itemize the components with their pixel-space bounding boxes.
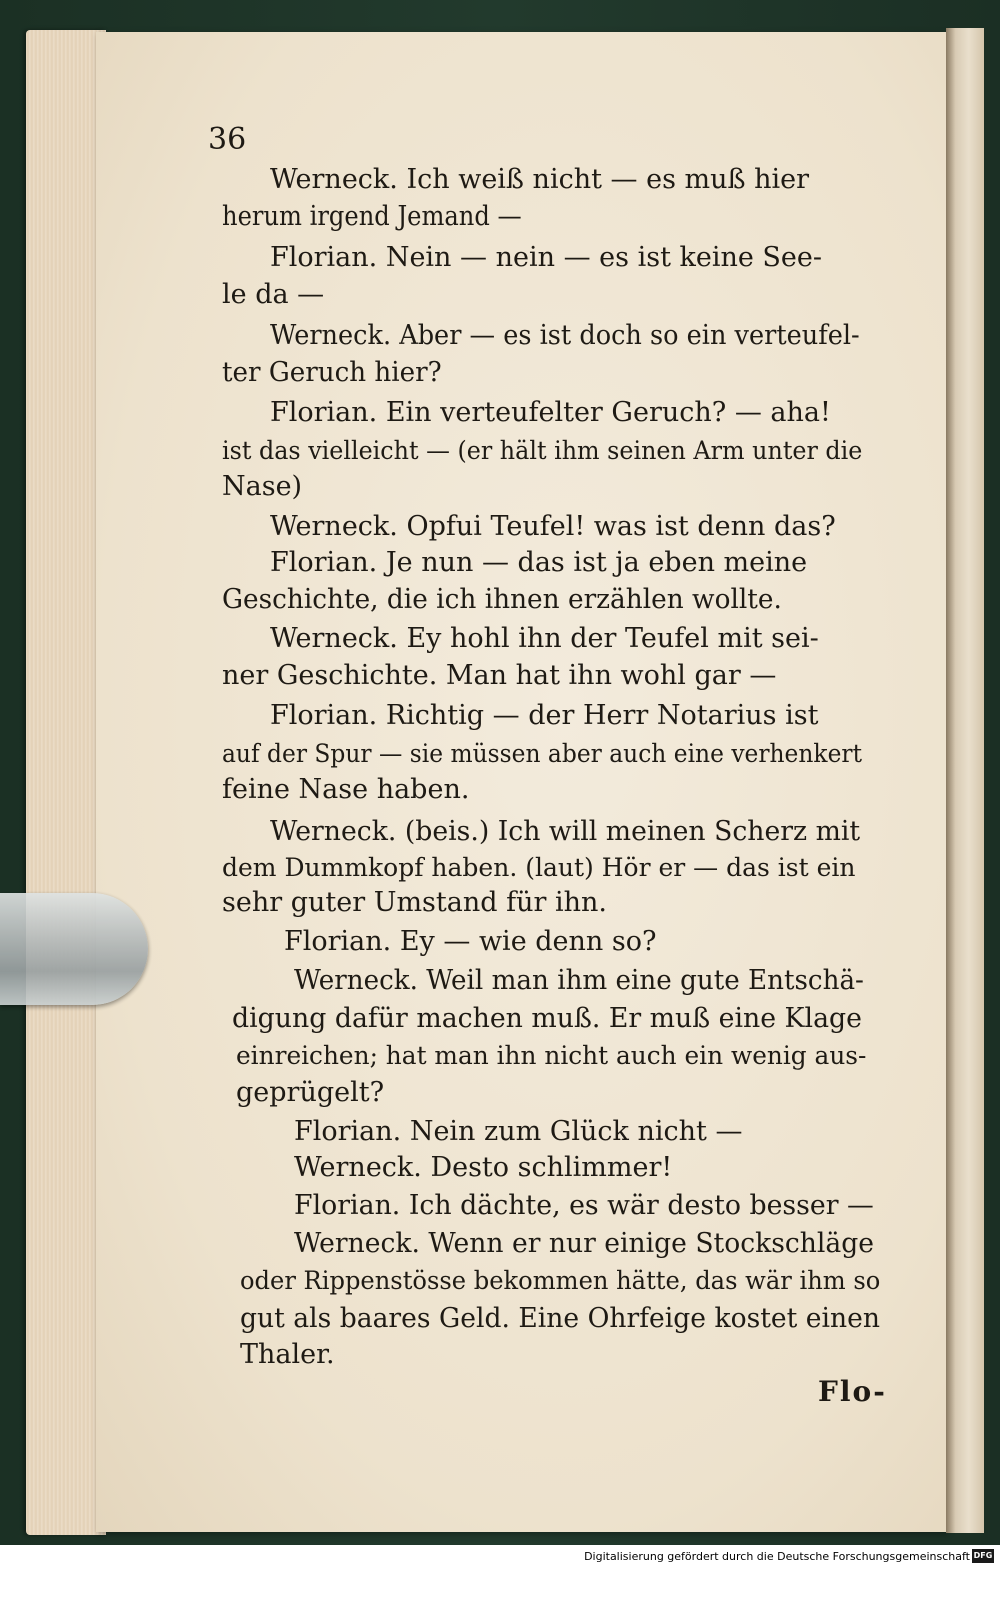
text-line: einreichen; hat man ihn nicht auch ein wenig aus- <box>236 1041 867 1070</box>
text-line: Florian. Richtig — der Herr Notarius ist <box>270 700 819 731</box>
text-line: Florian. Je nun — das ist ja eben meine <box>270 547 808 578</box>
funding-credit: Digitalisierung gefördert durch die Deutsche Forschungsgemeinschaft <box>584 1550 970 1563</box>
text-line: le da — <box>222 279 325 310</box>
page-holder-clamp <box>0 893 148 1005</box>
text-line: Werneck. Ich weiß nicht — es muß hier <box>270 164 810 195</box>
text-line: geprügelt? <box>236 1077 385 1108</box>
page-edges <box>26 30 106 1535</box>
text-line: Werneck. Weil man ihm eine gute Entschä- <box>294 965 864 996</box>
text-line: digung dafür machen muß. Er muß eine Klage <box>232 1003 862 1034</box>
text-line: Werneck. (beis.) Ich will meinen Scherz mit <box>270 816 861 847</box>
text-line: dem Dummkopf haben. (laut) Hör er — das ist ein <box>222 853 856 882</box>
text-line: ner Geschichte. Man hat ihn wohl gar — <box>222 660 777 691</box>
facing-page-edge <box>946 28 984 1533</box>
text-line: Florian. Ey — wie denn so? <box>284 926 657 957</box>
text-line: gut als baares Geld. Eine Ohrfeige kostet einen <box>240 1303 880 1334</box>
text-line: Geschichte, die ich ihnen erzählen wollte. <box>222 584 782 615</box>
text-line: auf der Spur — sie müssen aber auch eine verhenkert <box>222 739 862 768</box>
page-number: 36 <box>208 122 247 157</box>
text-line: Werneck. Desto schlimmer! <box>294 1152 673 1183</box>
text-line: Florian. Nein — nein — es ist keine See- <box>270 242 823 273</box>
text-line: Werneck. Wenn er nur einige Stockschläge <box>294 1228 875 1259</box>
text-line: Werneck. Aber — es ist doch so ein verteufel- <box>270 320 860 351</box>
text-line: ter Geruch hier? <box>222 357 442 388</box>
text-line: herum irgend Jemand — <box>222 201 522 232</box>
text-line: Florian. Ein verteufelter Geruch? — aha! <box>270 397 831 428</box>
text-line: Thaler. <box>240 1339 335 1370</box>
text-line: Florian. Nein zum Glück nicht — <box>294 1116 743 1147</box>
text-line: Florian. Ich dächte, es wär desto besser — <box>294 1190 874 1221</box>
text-line: sehr guter Umstand für ihn. <box>222 887 607 918</box>
catchword: Flo- <box>818 1375 887 1408</box>
text-line: feine Nase haben. <box>222 774 470 805</box>
dfg-logo-icon: DFG <box>972 1549 994 1563</box>
text-line: Werneck. Opfui Teufel! was ist denn das? <box>270 511 836 542</box>
text-line: Werneck. Ey hohl ihn der Teufel mit sei- <box>270 623 819 654</box>
text-line: ist das vielleicht — (er hält ihm seinen Arm unter die <box>222 436 863 465</box>
text-line: oder Rippenstösse bekommen hätte, das wär ihm so <box>240 1266 881 1295</box>
text-line: Nase) <box>222 471 303 502</box>
